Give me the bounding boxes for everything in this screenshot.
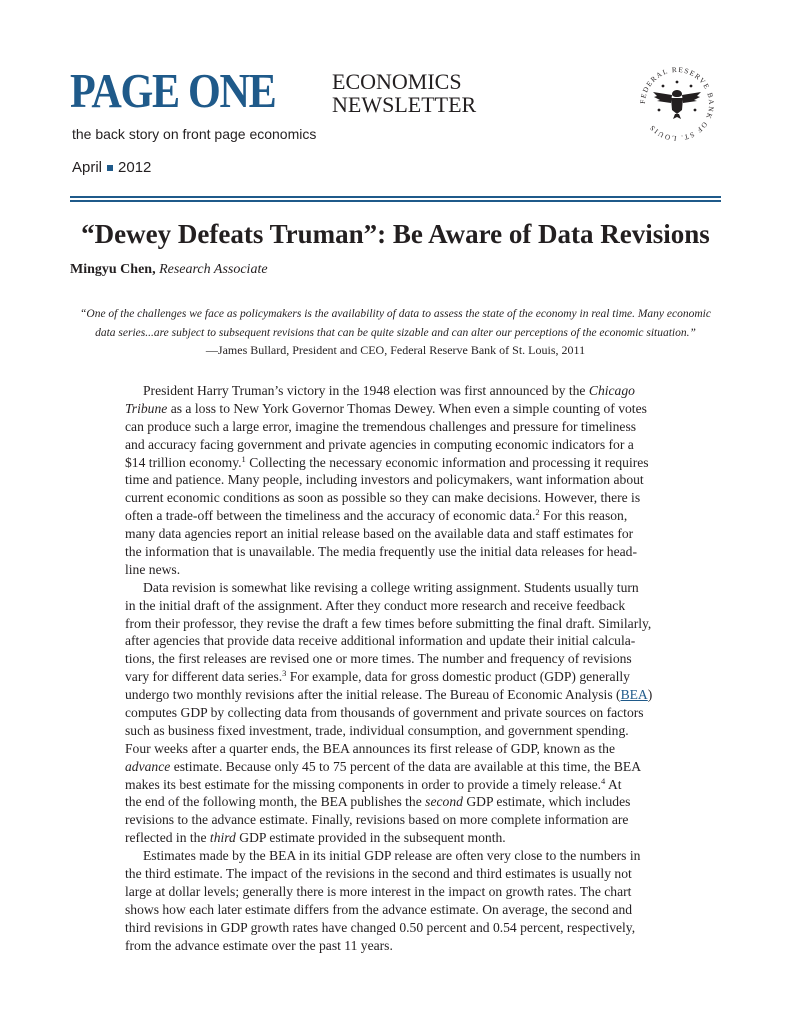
paragraph-line: from the advance estimate over the past 11 years. [125, 937, 393, 953]
text-run: makes its best estimate for the missing components in order to provide a timely release. [125, 776, 602, 792]
paragraph-line: can produce such a large error, imagine the tremendous challenges and pressure for timeliness [125, 418, 637, 434]
author-role: Research Associate [159, 262, 268, 277]
paragraph-line [125, 829, 665, 847]
text-run: undergo two monthly revisions after the initial release. The Bureau of Economic Analysis ( [125, 687, 621, 703]
paragraph-line: from their professor, they revise the draft a few times before submitting the final draft. Similarly, [125, 615, 652, 631]
text-run: GDP estimate provided in the subsequent month. [235, 830, 506, 846]
text-run: At [605, 776, 622, 792]
paragraph-line [125, 400, 665, 418]
paragraph-line: the information that is unavailable. The media frequently use the initial data releases for head- [125, 544, 637, 560]
text-run: as a loss to New York Governor Thomas Dewey. When even a simple counting of votes [167, 400, 647, 416]
paragraph-line [125, 668, 665, 686]
text-run: $14 trillion economy. [125, 454, 242, 470]
article-title: “Dewey Defeats Truman”: Be Aware of Data Revisions [81, 219, 710, 249]
paragraph-line: shows how each later estimate differs from the advance estimate. On average, the second and [125, 901, 633, 917]
paragraph-line: Estimates made by the BEA in its initial GDP release are often very close to the numbers in [143, 848, 641, 864]
footnote-marker: 2 [535, 507, 540, 518]
tagline: the back story on front page economics [72, 126, 317, 142]
paragraph-line: in the initial draft of the assignment. After they conduct more research and receive feedback [125, 597, 626, 613]
text-run: estimate. Because only 45 to 75 percent of the data are available at this time, the BEA [170, 758, 642, 774]
paragraph-line [125, 758, 665, 776]
paragraph-line: computes GDP by collecting data from thousands of government and private sources on factors [125, 705, 644, 721]
text-run: Collecting the necessary economic information and processing it requires [245, 454, 649, 470]
text-run: President Harry Truman’s victory in the 1948 election was first announced by the [143, 383, 589, 398]
square-separator-icon [107, 165, 113, 171]
brand-title: PAGE ONE [70, 63, 276, 118]
issue-date [72, 159, 151, 176]
header-rule-secondary [70, 200, 721, 202]
quote-attribution: —James Bullard, President and CEO, Federal Reserve Bank of St. Louis, 2011 [205, 343, 586, 357]
paragraph-line: current economic conditions as soon as possible so they can make decisions. However, there is [125, 490, 641, 506]
text-run: ) [647, 687, 653, 703]
paragraph-line: the third estimate. The impact of the revisions in the second and third estimates is usually not [125, 866, 632, 882]
brand-subtitle-line-1: ECONOMICS [332, 69, 462, 94]
paragraph-line: Data revision is somewhat like revising a college writing assignment. Students usually turn [143, 579, 639, 595]
italic-run: advance [125, 758, 171, 774]
issue-year: 2012 [118, 159, 152, 176]
byline [70, 262, 268, 278]
paragraph-line [125, 454, 665, 472]
author-name: Mingyu Chen, [70, 262, 156, 277]
epigraph-quote [70, 305, 721, 343]
text-run: often a trade-off between the timeliness and the accuracy of economic data. [125, 508, 536, 524]
text-run: For this reason, [539, 508, 628, 524]
italic-run: Chicago [588, 383, 635, 398]
brand-subtitle [332, 70, 476, 116]
footnote-marker: 1 [241, 453, 246, 464]
paragraph-line: after agencies that provide data receive additional information and update their initial calcula- [125, 633, 636, 649]
italic-run: second [425, 794, 463, 810]
text-run: reflected in the [125, 830, 210, 846]
paragraph-line [125, 793, 665, 811]
paragraph-line: time and patience. Many people, including investors and policymakers, want information about [125, 472, 644, 488]
header-rule [70, 196, 721, 198]
quote-line: “One of the challenges we face as policymakers is the availability of data to assess the state of the economy in real time. Many economic [80, 308, 711, 320]
quote-line: data series...are subject to subsequent revisions that can be quite sizable and can alter our perceptions of the economic situation.” [95, 327, 696, 339]
footnote-marker: 3 [282, 668, 287, 679]
text-run: vary for different data series. [125, 669, 283, 685]
paragraph-line: many data agencies report an initial release based on the available data and staff estimates for [125, 526, 634, 542]
paragraph-line [125, 507, 665, 525]
paragraph-line: third revisions in GDP growth rates have changed 0.50 percent and 0.54 percent, respectively, [125, 919, 636, 935]
federal-reserve-seal-icon [635, 60, 719, 144]
italic-run: Tribune [125, 400, 168, 416]
paragraph-line: such as business fixed investment, trade, individual consumption, and government spending. [125, 722, 629, 738]
issue-month: April [72, 159, 103, 176]
brand-subtitle-line-2: NEWSLETTER [332, 92, 477, 117]
bea-link[interactable]: BEA [620, 687, 648, 703]
seal-text: FEDERAL RESERVE BANK OF ST. LOUIS [638, 65, 716, 143]
paragraph-line [125, 776, 665, 794]
paragraph-line: large at dollar levels; generally there is more interest in the impact on growth rates. The chart [125, 883, 632, 899]
text-run: For example, data for gross domestic product (GDP) generally [286, 669, 630, 685]
article-body [125, 382, 665, 955]
paragraph-line: Four weeks after a quarter ends, the BEA announces its first release of GDP, known as the [125, 740, 615, 756]
footnote-marker: 4 [601, 775, 606, 786]
text-run: the end of the following month, the BEA publishes the [125, 794, 426, 810]
paragraph-line [125, 686, 665, 704]
paragraph-line [125, 382, 665, 400]
italic-run: third [209, 830, 236, 846]
paragraph-line: line news. [125, 561, 181, 577]
paragraph-line: revisions to the advance estimate. Finally, revisions based on more complete information are [125, 812, 629, 828]
paragraph-line: and accuracy facing government and private agencies in computing economic indicators for a [125, 436, 634, 452]
paragraph-line: tions, the first releases are revised one or more times. The number and frequency of revisions [125, 651, 632, 667]
text-run: GDP estimate, which includes [462, 794, 631, 810]
